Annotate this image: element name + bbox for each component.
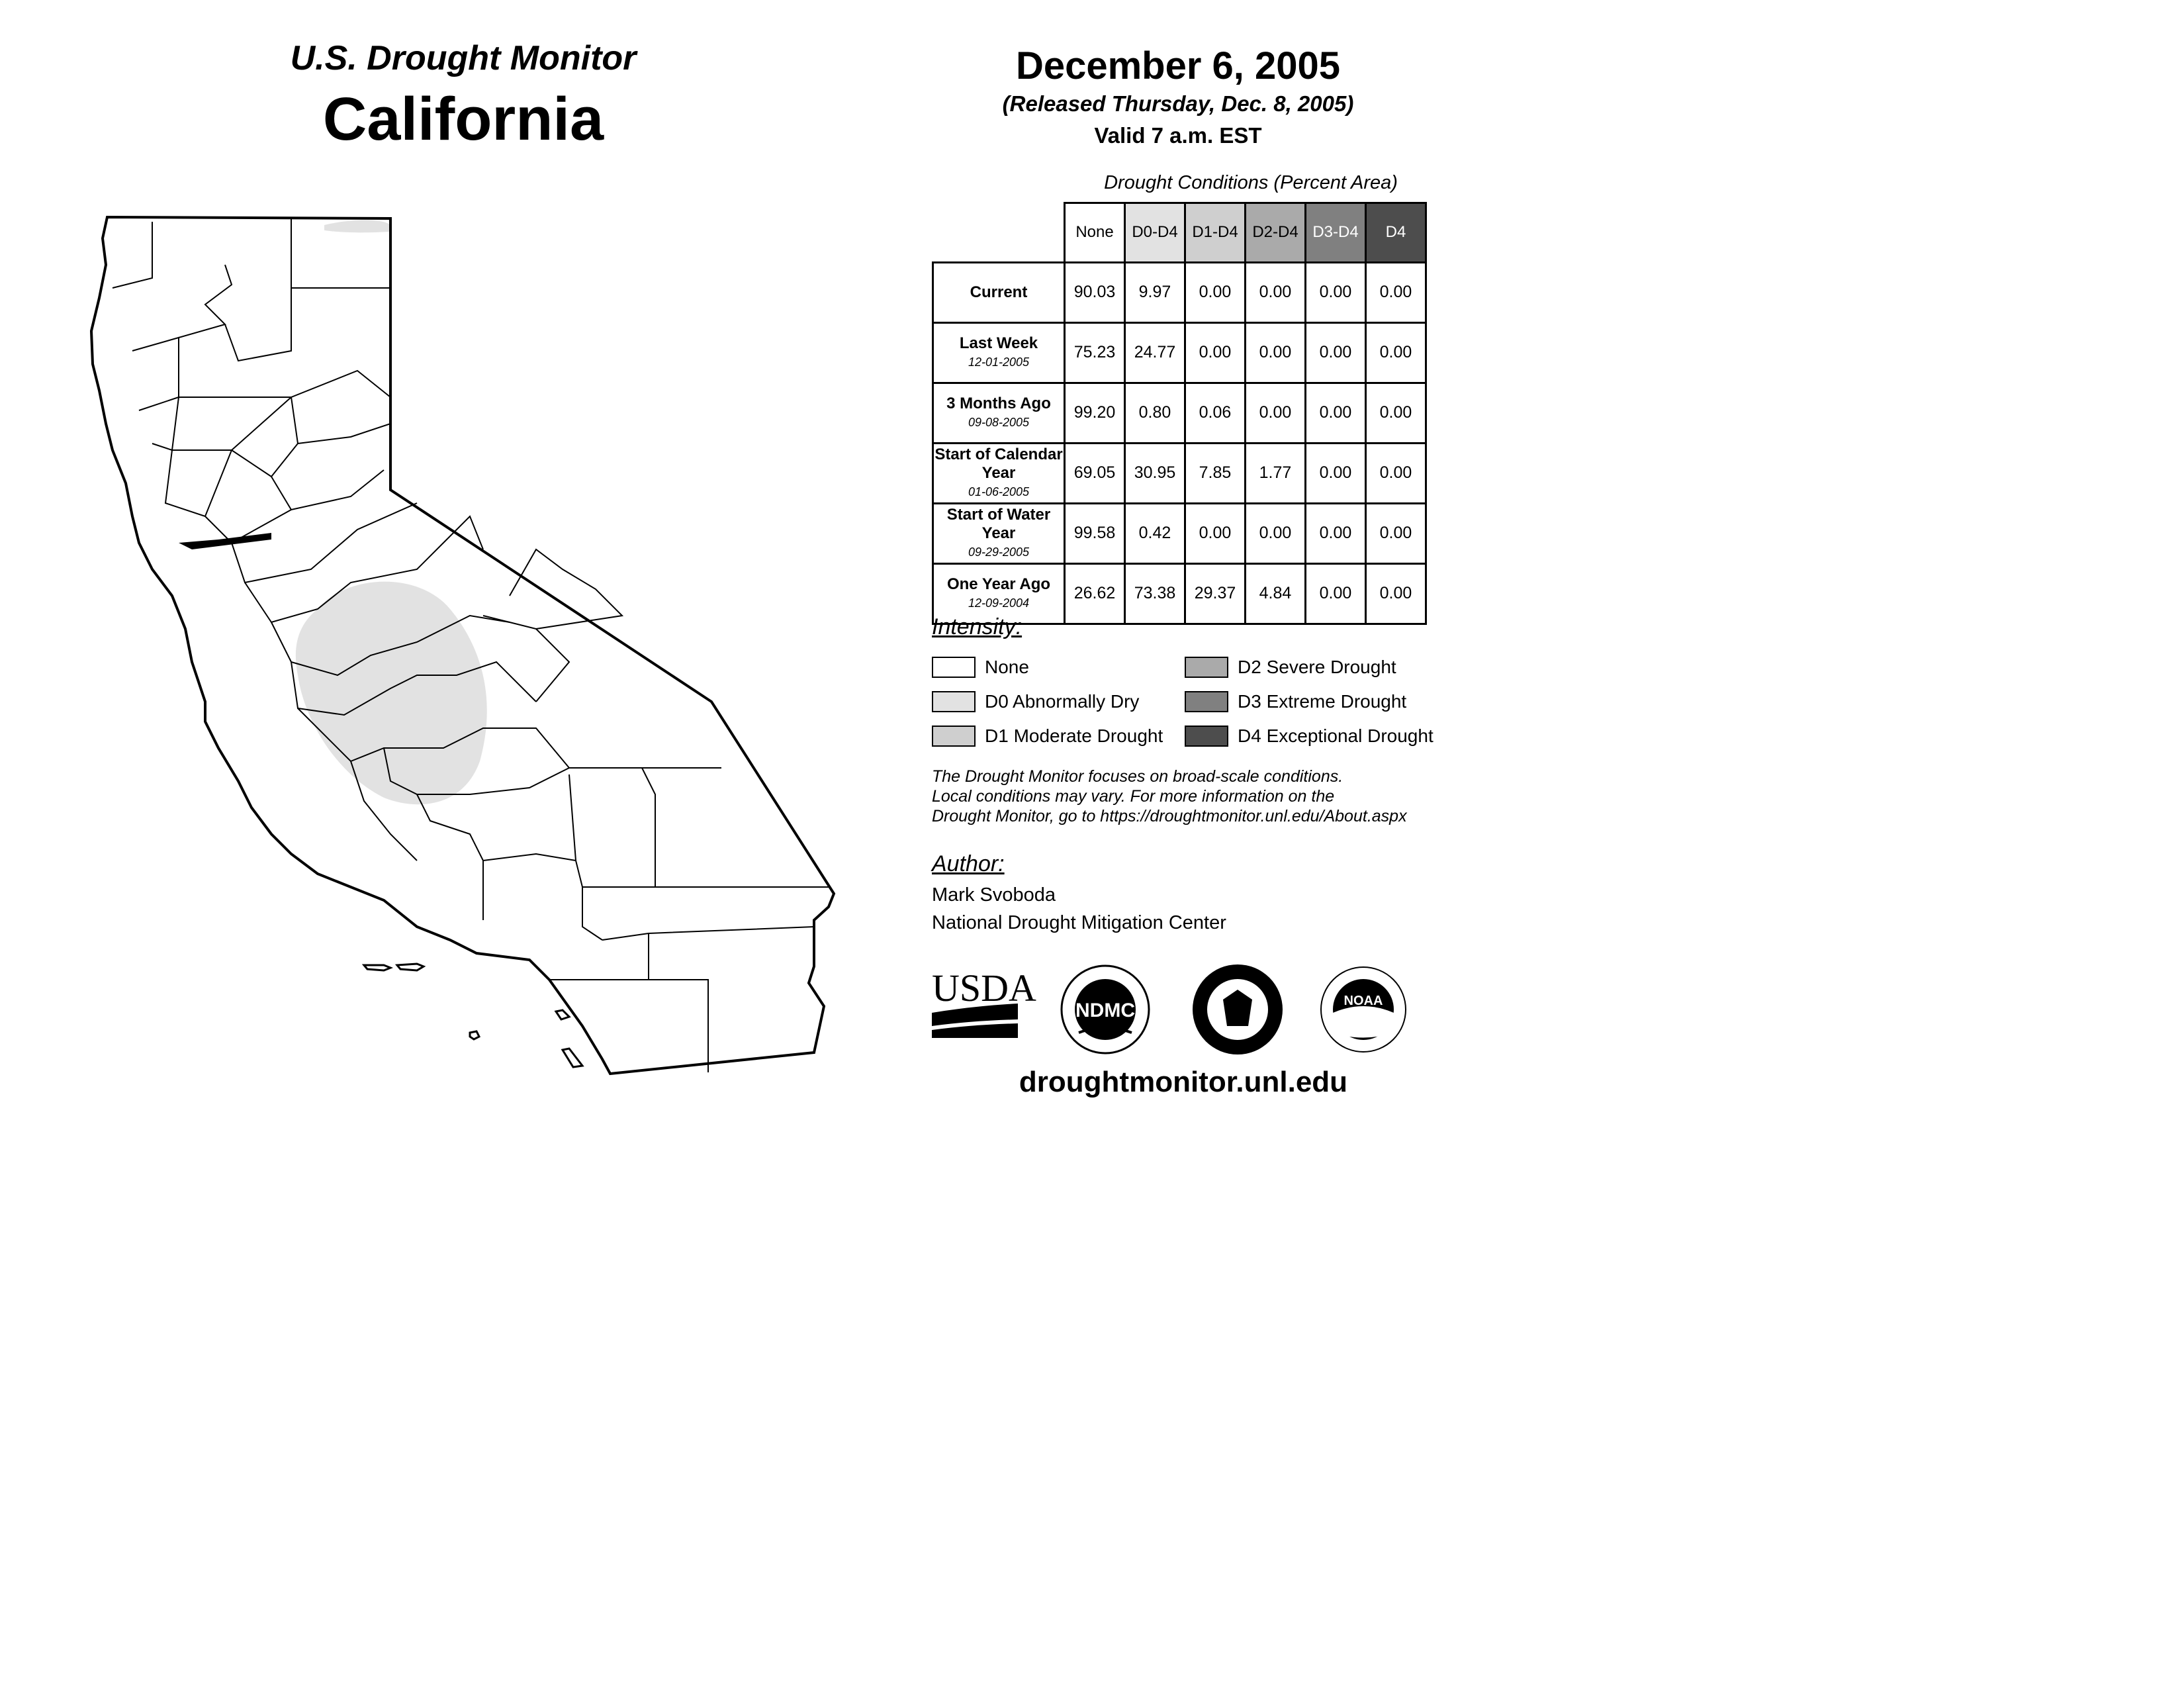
table-cell: 7.85 [1185,443,1246,503]
row-label-text: Last Week [959,334,1038,352]
legend-item-d4 [1185,724,1433,748]
legend-label: D3 Extreme Drought [1238,691,1407,712]
col-d3-d4: D3-D4 [1306,203,1366,263]
legend-swatch [932,726,976,747]
state-title: California [322,85,604,153]
table-cell: 0.00 [1185,503,1246,563]
table-row [933,262,1426,322]
legend-swatch [1185,726,1228,747]
row-label-text: 3 Months Ago [946,394,1051,412]
col-d1-d4: D1-D4 [1185,203,1246,263]
usda-logo [932,966,1036,1038]
legend-title: Intensity: [932,614,1023,639]
table-cell: 0.00 [1306,262,1366,322]
legend-swatch [932,691,976,712]
row-label-text: Start of Water Year [946,505,1051,542]
table-row [933,383,1426,443]
table-cell: 0.00 [1306,322,1366,383]
release-date: (Released Thursday, Dec. 8, 2005) [1002,91,1354,116]
legend-swatch [932,657,976,678]
table-cell: 0.00 [1366,503,1426,563]
legend-item-d0 [932,690,1139,714]
legend-item-d1 [932,724,1163,748]
table-cell: 73.38 [1125,563,1185,624]
table-corner [933,203,1065,263]
california-map [73,199,854,1086]
note-line: The Drought Monitor focuses on broad-scale conditions. [932,767,1343,786]
table-cell: 90.03 [1065,262,1125,322]
table-cell: 0.00 [1366,563,1426,624]
legend-label: None [985,657,1029,677]
agency-title: U.S. Drought Monitor [290,39,637,77]
row-label [933,262,1065,322]
col-none: None [1065,203,1125,263]
table-cell: 0.80 [1125,383,1185,443]
table-cell: 0.00 [1366,322,1426,383]
table-cell: 0.00 [1306,383,1366,443]
row-label-date: 12-09-2004 [968,596,1030,610]
drought-conditions-table [932,202,1427,625]
legend-swatch [1185,691,1228,712]
row-label-date: 09-08-2005 [968,415,1030,429]
legend-item-d2 [1185,655,1396,679]
row-label-text: One Year Ago [946,575,1051,593]
row-label-text: Current [970,283,1028,301]
row-label [933,503,1065,563]
table-cell: 1.77 [1246,443,1306,503]
legend-label: D2 Severe Drought [1238,657,1396,677]
col-d0-d4: D0-D4 [1125,203,1185,263]
table-cell: 0.00 [1246,262,1306,322]
map-date: December 6, 2005 [1015,44,1341,87]
table-cell: 0.00 [1246,383,1306,443]
table-cell: 75.23 [1065,322,1125,383]
row-label [933,322,1065,383]
table-cell: 69.05 [1065,443,1125,503]
table-cell: 0.00 [1306,563,1366,624]
table-row [933,503,1426,563]
author-org: National Drought Mitigation Center [932,912,1226,933]
table-cell: 9.97 [1125,262,1185,322]
ndmc-logo-text: NDMC [1075,1000,1135,1021]
table-cell: 4.84 [1246,563,1306,624]
row-label-date: 09-29-2005 [968,545,1030,559]
table-cell: 99.20 [1065,383,1125,443]
d0-drought-area [296,582,487,805]
table-cell: 0.00 [1366,383,1426,443]
row-label-date: 12-01-2005 [968,355,1030,369]
col-d4: D4 [1366,203,1426,263]
legend-label: D4 Exceptional Drought [1238,726,1433,746]
table-row [933,443,1426,503]
row-label [933,443,1065,503]
table-cell: 26.62 [1065,563,1125,624]
row-label [933,383,1065,443]
d0-drought-cap [324,220,390,233]
table-cell: 0.00 [1246,322,1306,383]
legend-item-d3 [1185,690,1406,714]
note-line: Drought Monitor, go to https://droughtmonitor.unl.edu/About.aspx [932,807,1407,825]
table-cell: 0.00 [1185,262,1246,322]
table-cell: 0.00 [1306,443,1366,503]
table-cell: 30.95 [1125,443,1185,503]
legend-item-none [932,655,1029,679]
table-row [933,322,1426,383]
table-cell: 99.58 [1065,503,1125,563]
table-cell: 0.06 [1185,383,1246,443]
disclaimer-note [932,767,1475,826]
ndmc-logo [1062,966,1149,1053]
table-cell: 0.42 [1125,503,1185,563]
footer-url[interactable]: droughtmonitor.unl.edu [1019,1066,1348,1098]
noaa-logo-text: NOAA [1343,994,1383,1008]
row-label-text: Start of Calendar Year [934,445,1063,482]
table-cell: 0.00 [1366,443,1426,503]
partner-logos [932,960,1408,1059]
row-label-date: 01-06-2005 [968,485,1030,498]
legend-label: D0 Abnormally Dry [985,691,1140,712]
table-header-row [933,203,1426,263]
table-cell: 24.77 [1125,322,1185,383]
legend-label: D1 Moderate Drought [985,726,1163,746]
usda-logo-text: USDA [932,966,1036,1009]
author-title: Author: [932,851,1005,876]
commerce-seal-logo [1193,964,1283,1055]
table-cell: 0.00 [1246,503,1306,563]
author-name: Mark Svoboda [932,884,1056,906]
table-caption: Drought Conditions (Percent Area) [1104,172,1398,193]
table-cell: 0.00 [1366,262,1426,322]
noaa-logo [1321,967,1406,1052]
table-cell: 0.00 [1306,503,1366,563]
table-cell: 0.00 [1185,322,1246,383]
table-cell: 29.37 [1185,563,1246,624]
note-line: Local conditions may vary. For more information on the [932,787,1335,806]
col-d2-d4: D2-D4 [1246,203,1306,263]
legend-swatch [1185,657,1228,678]
valid-time: Valid 7 a.m. EST [1094,123,1262,148]
